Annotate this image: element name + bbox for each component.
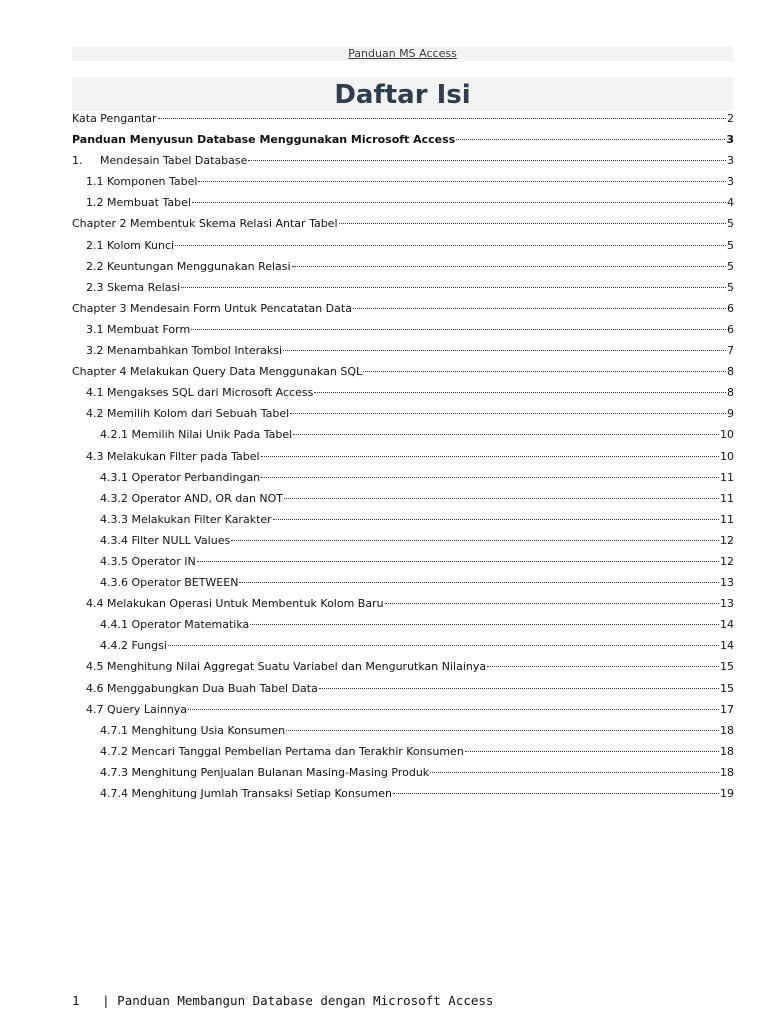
toc-entry-page: 3 — [727, 154, 734, 168]
toc-entry[interactable] — [72, 635, 734, 656]
toc-entry-title: Kata Pengantar — [72, 112, 157, 125]
toc-entry-page: 10 — [720, 428, 734, 442]
toc-dot-leader — [191, 329, 726, 330]
toc-entry-title: 4.3.1 Operator Perbandingan — [100, 470, 261, 484]
toc-entry-title: 4.1 Mengakses SQL dari Microsoft Access — [86, 386, 314, 400]
toc-entry-page: 6 — [727, 322, 734, 336]
toc-entry-title: 4.7.1 Menghitung Usia Konsumen — [100, 723, 286, 737]
toc-dot-leader — [456, 139, 725, 140]
toc-entry-title: Chapter 4 Melakukan Query Data Menggunakan SQL — [72, 365, 363, 379]
toc-dot-leader — [465, 751, 719, 752]
toc-dot-leader — [430, 772, 719, 773]
toc-entry[interactable] — [72, 699, 734, 720]
toc-entry-title: 4.2.1 Memilih Nilai Unik Pada Tabel — [100, 428, 293, 442]
toc-entry-title: 2.3 Skema Relasi — [86, 280, 181, 294]
toc-entry-page: 18 — [720, 744, 734, 758]
toc-entry-title: 2.2 Keuntungan Menggunakan Relasi — [86, 259, 291, 273]
toc-entry-page: 15 — [720, 660, 734, 674]
toc-entry-title: 4.3.4 Filter NULL Values — [100, 533, 231, 547]
toc-dot-leader — [487, 666, 719, 667]
footer-page-number: 1 — [72, 993, 80, 1008]
toc-entry-page: 18 — [720, 765, 734, 779]
toc-entry[interactable] — [72, 720, 734, 741]
toc-entry[interactable] — [72, 572, 734, 593]
toc-entry-title: 4.6 Menggabungkan Dua Buah Tabel Data — [86, 681, 318, 695]
toc-entry[interactable] — [72, 403, 734, 424]
toc-entry[interactable] — [72, 467, 734, 488]
toc-entry[interactable] — [72, 678, 734, 699]
toc-entry-page: 11 — [720, 470, 734, 484]
toc-dot-leader — [393, 793, 719, 794]
toc-entry-title: Panduan Menyusun Database Menggunakan Microsoft Access — [72, 133, 456, 147]
toc-entry-page: 9 — [727, 407, 734, 421]
footer-text: Panduan Membangun Database dengan Microsoft Access — [117, 993, 494, 1008]
toc-entry-title: Chapter 3 Mendesain Form Untuk Pencatatan Data — [72, 301, 352, 315]
toc-entry[interactable] — [72, 741, 734, 762]
toc-entry[interactable] — [72, 361, 734, 382]
toc-dot-leader — [314, 392, 726, 393]
toc-entry-page: 5 — [727, 280, 734, 294]
toc-entry-title: 4.3.5 Operator IN — [100, 554, 196, 568]
page-footer — [72, 992, 733, 1010]
toc-dot-leader — [339, 223, 726, 224]
toc-entry[interactable] — [72, 382, 734, 403]
toc-entry-title: 4.4 Melakukan Operasi Untuk Membentuk Kolom Baru — [86, 597, 384, 611]
toc-dot-leader — [284, 498, 719, 499]
toc-entry-page: 3 — [726, 133, 734, 147]
toc-entry[interactable] — [72, 509, 734, 530]
toc-entry[interactable] — [72, 551, 734, 572]
toc-entry-page: 5 — [727, 238, 734, 252]
toc-entry-page: 14 — [720, 618, 734, 632]
toc-entry-title: 4.7.2 Mencari Tanggal Pembelian Pertama dan Terakhir Konsumen — [100, 744, 464, 758]
toc-entry-page: 5 — [727, 217, 734, 231]
toc-dot-leader — [261, 477, 719, 478]
toc-entry-page: 5 — [727, 259, 734, 273]
running-header: Panduan MS Access — [348, 47, 457, 60]
table-of-contents — [72, 108, 734, 804]
toc-entry-page: 18 — [720, 723, 734, 737]
toc-dot-leader — [290, 413, 726, 414]
toc-entry[interactable] — [72, 192, 734, 213]
toc-entry-title: 4.3 Melakukan Filter pada Tabel — [86, 449, 260, 463]
toc-entry[interactable] — [72, 656, 734, 677]
toc-entry-title: 4.7.3 Menghitung Penjualan Bulanan Masing-Masing Produk — [100, 765, 430, 779]
toc-entry-title: 2.1 Kolom Kunci — [86, 238, 175, 252]
toc-entry[interactable] — [72, 171, 734, 192]
toc-entry[interactable] — [72, 762, 734, 783]
toc-dot-leader — [239, 582, 719, 583]
toc-dot-leader — [197, 561, 719, 562]
toc-entry[interactable] — [72, 129, 734, 150]
toc-entry-title: 1.2 Membuat Tabel — [86, 196, 191, 210]
toc-dot-leader — [273, 519, 719, 520]
toc-entry-title: 4.4.2 Fungsi — [100, 639, 167, 653]
toc-entry-page: 6 — [727, 301, 734, 315]
toc-dot-leader — [292, 266, 726, 267]
toc-entry[interactable] — [72, 614, 734, 635]
toc-entry-title: Mendesain Tabel Database — [100, 154, 248, 168]
toc-entry[interactable] — [72, 783, 734, 804]
toc-entry[interactable] — [72, 213, 734, 234]
toc-entry[interactable] — [72, 298, 734, 319]
toc-dot-leader — [192, 202, 726, 203]
toc-entry[interactable] — [72, 235, 734, 256]
toc-dot-leader — [231, 540, 719, 541]
toc-entry-title: 4.3.6 Operator BETWEEN — [100, 576, 239, 590]
toc-entry[interactable] — [72, 277, 734, 298]
toc-entry-title: 3.2 Menambahkan Tombol Interaksi — [86, 344, 283, 358]
toc-entry-page: 4 — [727, 196, 734, 210]
toc-entry-title: 4.3.2 Operator AND, OR dan NOT — [100, 491, 284, 505]
toc-dot-leader — [248, 160, 726, 161]
toc-entry-number: 1. — [72, 154, 83, 168]
toc-entry-page: 10 — [720, 449, 734, 463]
toc-entry-title: Chapter 2 Membentuk Skema Relasi Antar Tabel — [72, 217, 338, 231]
toc-dot-leader — [283, 350, 726, 351]
toc-entry-page: 13 — [720, 576, 734, 590]
toc-dot-leader — [158, 118, 726, 119]
footer-separator: | — [102, 993, 110, 1008]
toc-entry-page: 8 — [727, 386, 734, 400]
toc-entry[interactable] — [72, 424, 734, 445]
toc-dot-leader — [286, 730, 719, 731]
toc-entry-title: 4.7.4 Menghitung Jumlah Transaksi Setiap Konsumen — [100, 787, 392, 800]
toc-entry-title: 1.1 Komponen Tabel — [86, 175, 198, 189]
toc-entry[interactable] — [72, 530, 734, 551]
toc-entry-page: 12 — [720, 554, 734, 568]
toc-dot-leader — [198, 181, 726, 182]
toc-entry[interactable] — [72, 446, 734, 467]
toc-entry-page: 3 — [727, 175, 734, 189]
toc-dot-leader — [168, 645, 719, 646]
toc-entry-page: 19 — [720, 787, 734, 800]
toc-dot-leader — [188, 709, 719, 710]
toc-entry-page: 7 — [727, 344, 734, 358]
toc-dot-leader — [363, 371, 726, 372]
toc-entry-title: 4.7 Query Lainnya — [86, 702, 188, 716]
toc-dot-leader — [293, 434, 719, 435]
toc-dot-leader — [181, 287, 726, 288]
toc-entry[interactable] — [72, 150, 734, 171]
toc-dot-leader — [353, 308, 726, 309]
toc-entry-page: 15 — [720, 681, 734, 695]
toc-entry-page: 8 — [727, 365, 734, 379]
toc-entry-title: 4.5 Menghitung Nilai Aggregat Suatu Variabel dan Mengurutkan Nilainya — [86, 660, 487, 674]
toc-entry[interactable] — [72, 593, 734, 614]
toc-entry[interactable] — [72, 319, 734, 340]
toc-dot-leader — [385, 603, 719, 604]
toc-entry-page: 12 — [720, 533, 734, 547]
toc-entry-title: 3.1 Membuat Form — [86, 322, 191, 336]
toc-entry-page: 11 — [720, 512, 734, 526]
toc-dot-leader — [175, 245, 726, 246]
toc-entry[interactable] — [72, 256, 734, 277]
page-title: Daftar Isi — [334, 80, 471, 110]
toc-entry-page: 13 — [720, 597, 734, 611]
toc-entry[interactable] — [72, 108, 734, 129]
toc-entry-page: 11 — [720, 491, 734, 505]
toc-entry-page: 2 — [727, 112, 734, 125]
toc-dot-leader — [319, 688, 719, 689]
toc-entry-page: 14 — [720, 639, 734, 653]
toc-dot-leader — [261, 456, 719, 457]
toc-entry[interactable] — [72, 488, 734, 509]
toc-entry-title: 4.4.1 Operator Matematika — [100, 618, 250, 632]
toc-entry-title: 4.2 Memilih Kolom dari Sebuah Tabel — [86, 407, 290, 421]
toc-entry-title: 4.3.3 Melakukan Filter Karakter — [100, 512, 272, 526]
toc-entry[interactable] — [72, 340, 734, 361]
toc-dot-leader — [250, 624, 719, 625]
toc-entry-page: 17 — [720, 702, 734, 716]
